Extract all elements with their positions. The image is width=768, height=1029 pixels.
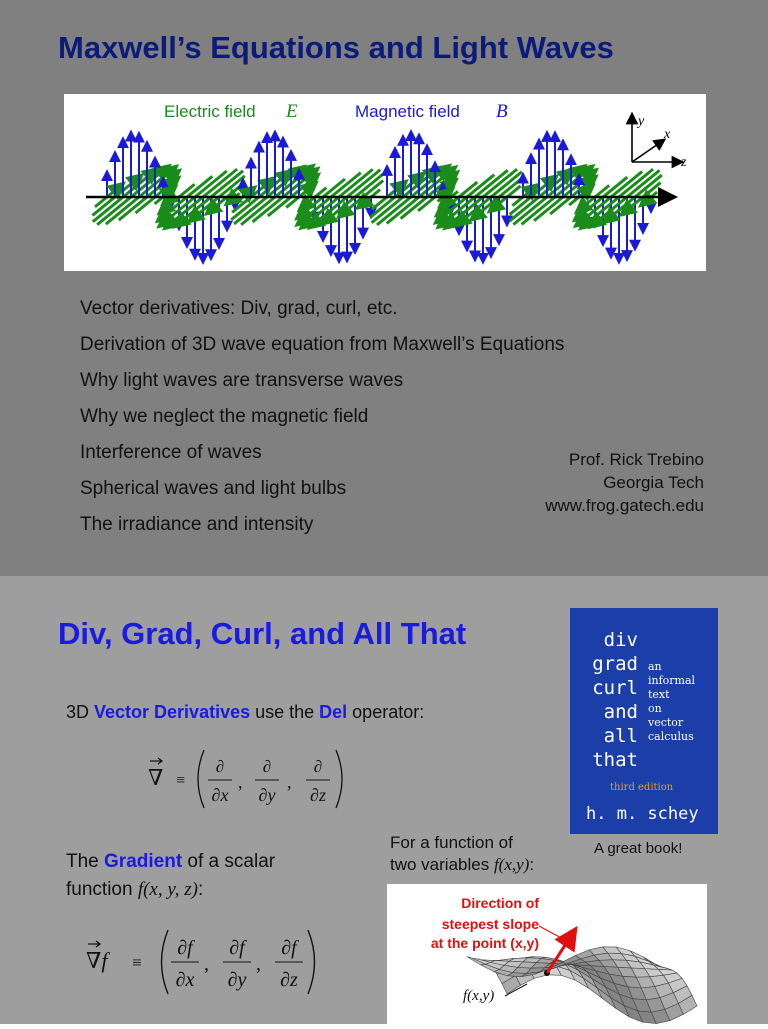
del-num-x: ∂ bbox=[215, 757, 225, 776]
grad-lhs: ∇f bbox=[86, 948, 108, 973]
annot-line2: steepest slope bbox=[441, 916, 539, 932]
grad-den-y: ∂y bbox=[227, 969, 247, 991]
del-den-z: ∂z bbox=[310, 785, 326, 805]
coordinate-axes-icon bbox=[632, 114, 687, 170]
grad-highlight: Gradient bbox=[104, 851, 183, 872]
del-den-x: ∂x bbox=[211, 785, 229, 805]
grad-prefix: The bbox=[66, 851, 105, 872]
annot-line1: Direction of bbox=[461, 895, 539, 911]
gradient-description bbox=[66, 848, 275, 904]
note-line2-suffix: : bbox=[529, 855, 535, 874]
book-cover bbox=[570, 608, 718, 834]
book-word-curl: curl bbox=[592, 677, 638, 699]
vd-prefix: 3D bbox=[66, 702, 95, 722]
topic-item: Interference of waves bbox=[80, 442, 262, 463]
surface-plot bbox=[387, 884, 707, 1024]
book-word-that: that bbox=[592, 749, 638, 771]
book-subtitle-1: an bbox=[648, 660, 662, 673]
vd-middle: use the bbox=[250, 702, 320, 722]
grad-line2-prefix: function bbox=[66, 879, 138, 900]
author-website[interactable]: www.frog.gatech.edu bbox=[545, 496, 704, 515]
annotation-leader bbox=[539, 926, 565, 940]
topic-item: Derivation of 3D wave equation from Maxwell’s Equations bbox=[80, 334, 565, 355]
topic-list bbox=[80, 296, 564, 548]
svg-text:,: , bbox=[238, 772, 243, 792]
electric-field-label: Electric field bbox=[164, 102, 256, 121]
slide-div-grad-curl bbox=[0, 576, 768, 1024]
book-word-grad: grad bbox=[592, 653, 638, 675]
svg-text:,: , bbox=[287, 772, 292, 792]
topic-item: Why light waves are transverse waves bbox=[80, 370, 404, 391]
vd-highlight-del: Del bbox=[319, 702, 348, 722]
book-word-div: div bbox=[603, 629, 638, 651]
book-cover-art bbox=[570, 608, 718, 834]
slide-title: Div, Grad, Curl, and All That bbox=[58, 616, 467, 651]
author-name: Prof. Rick Trebino bbox=[568, 450, 704, 469]
grad-equiv: ≡ bbox=[132, 953, 142, 972]
del-equiv: ≡ bbox=[176, 772, 186, 789]
author-institution: Georgia Tech bbox=[603, 473, 704, 492]
topic-item: Why we neglect the magnetic field bbox=[80, 406, 369, 427]
svg-text:,: , bbox=[204, 953, 209, 975]
grad-function: f(x, y, z) bbox=[137, 879, 198, 900]
grad-num-y: ∂f bbox=[229, 937, 245, 959]
svg-text:,: , bbox=[256, 953, 261, 975]
topic-item: Spherical waves and light bulbs bbox=[80, 478, 347, 499]
note-line1: For a function of bbox=[390, 833, 513, 852]
annot-line3: at the point (x,y) bbox=[430, 935, 539, 951]
book-word-all: all bbox=[603, 725, 638, 747]
del-symbol: ∇ bbox=[148, 765, 164, 790]
vector-derivatives-text bbox=[66, 702, 424, 723]
del-operator-formula bbox=[140, 744, 360, 814]
axis-z-label: z bbox=[681, 155, 687, 170]
em-wave-figure bbox=[64, 94, 706, 271]
del-num-y: ∂ bbox=[262, 757, 272, 776]
axis-x-label: x bbox=[664, 127, 671, 142]
electric-field-symbol: E bbox=[286, 101, 298, 122]
note-line2-prefix: two variables bbox=[390, 855, 494, 874]
topic-item: Vector derivatives: Div, grad, curl, etc. bbox=[80, 298, 398, 319]
book-subtitle-3: text bbox=[648, 688, 670, 701]
grad-num-z: ∂f bbox=[281, 937, 297, 959]
author-credit bbox=[545, 448, 704, 517]
gradient-formula bbox=[82, 924, 327, 1000]
book-subtitle-4: on bbox=[648, 702, 662, 715]
grad-suffix: of a scalar bbox=[182, 851, 276, 872]
em-wave-diagram bbox=[64, 94, 706, 271]
book-subtitle-2: informal bbox=[648, 674, 696, 687]
slide-title: Maxwell’s Equations and Light Waves bbox=[58, 30, 614, 65]
book-edition: third edition bbox=[610, 782, 674, 793]
grad-den-z: ∂z bbox=[280, 969, 298, 991]
surface-function-label: f(x,y) bbox=[463, 988, 495, 1004]
book-caption: A great book! bbox=[594, 840, 683, 857]
book-word-and: and bbox=[603, 701, 638, 723]
vd-suffix: operator: bbox=[347, 702, 425, 722]
book-subtitle-5: vector bbox=[648, 716, 684, 729]
grad-line2-suffix: : bbox=[197, 879, 204, 900]
grad-den-x: ∂x bbox=[175, 969, 195, 991]
surface-mesh bbox=[467, 947, 697, 1024]
magnetic-field-symbol: B bbox=[496, 101, 508, 122]
del-den-y: ∂y bbox=[258, 785, 276, 805]
grad-num-x: ∂f bbox=[177, 937, 193, 959]
note-func: f(x,y) bbox=[493, 855, 530, 874]
vd-highlight-vector-derivatives: Vector Derivatives bbox=[94, 702, 251, 722]
book-subtitle-6: calculus bbox=[648, 730, 694, 743]
two-variable-note bbox=[390, 832, 534, 876]
del-num-z: ∂ bbox=[313, 757, 323, 776]
magnetic-field-label: Magnetic field bbox=[355, 102, 460, 121]
topic-item: The irradiance and intensity bbox=[80, 514, 314, 535]
book-author: h. m. schey bbox=[586, 804, 699, 824]
axis-y-label: y bbox=[638, 114, 645, 129]
surface-figure bbox=[387, 884, 707, 1024]
